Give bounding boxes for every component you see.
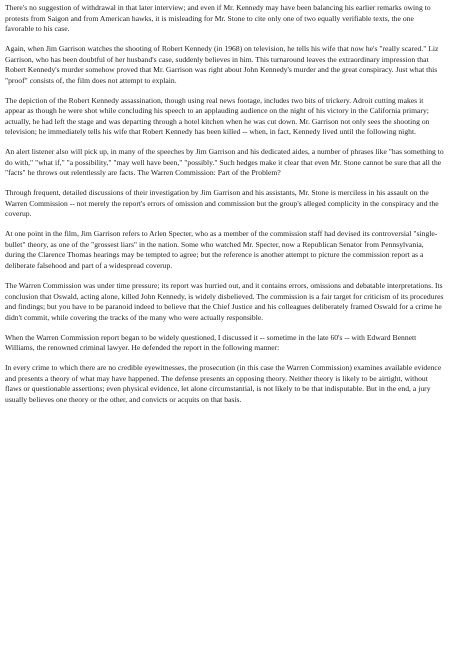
paragraph: The Warren Commission was under time pressure; its report was hurried out, and it contains errors, omissions and debatable interpretations. Its conclusion that Oswald, acting alone, killed John Kennedy, is widely disbelieved. The commission is a fair target for criticism of its procedures and findings; but you have to be paranoid indeed to believe that the Chief Justice and his colleagues deliberately framed Oswald for a crime he didn't commit, while covering the tracks of the many who were actually responsible.	[5, 281, 444, 322]
paragraph: In every crime to which there are no credible eyewitnesses, the prosecution (in this case the Warren Commission) examines available evidence and presents a theory of what may have happened. The defense presents an opposing theory. Neither theory is likely to be airtight, without flaws or questionable assertions; even physical evidence, let alone circumstantial, is not likely to be that indisputable. But in the end, a jury usually believes one theory or the other, and convicts or acquits on that basis.	[5, 363, 442, 404]
paragraph: Through frequent, detailed discussions of their investigation by Jim Garrison and his assistants, Mr. Stone is merciless in his assault on the Warren Commission -- not merely the report's errors of omission and commission but the group's alleged complicity in the conspiracy and the coverup.	[5, 188, 439, 219]
paragraph: An alert listener also will pick up, in many of the speeches by Jim Garrison and his dedicated aides, a number of phrases like "has something to do with," "what if," "a possibility," "may well have been," "possibly." Such hedges make it clear that even Mr. Stone cannot be sure that all the "facts" he throws out relentlessly are facts. The Warren Commission: Part of the Problem?	[5, 147, 444, 178]
paragraph: The depiction of the Robert Kennedy assassination, though using real news footage, includes two bits of trickery. Adroit cutting makes it appear as though he were shot while concluding his speech to an applauding audience on the night of his victory in the California primary; actually, he had left the stage and was departing through a hotel kitchen when he was cut down. Mr. Garrison not only sees the shooting on television; he immediately tells his wife that Robert Kennedy has been killed -- when, in fact, Kennedy lived until the following night.	[5, 95, 430, 137]
paragraph: Again, when Jim Garrison watches the shooting of Robert Kennedy (in 1968) on television, he tells his wife that now he's "really scared." Liz Garrison, who has been doubtful of her husband's case, suddenly believes in him. This turnaround leaves the extraordinary impression that Robert Kennedy's murder somehow proved that Mr. Garrison was right about John Kennedy's murder and the great conspiracy. Just what this "proof" consists of, the film does not attempt to explain.	[5, 44, 439, 85]
paragraph: At one point in the film, Jim Garrison refers to Arlen Specter, who as a member of the commission staff had devised its controversial "single-bullet" theory, as one of the "grossest liars" in the nation. Some who watched Mr. Specter, now a Republican Senator from Pennsylvania, during the Clarence Thomas hearings may be tempted to agree; but the reference is another attempt to picture the commission report as a deliberate falsehood and part of a widespread coverup.	[5, 229, 438, 270]
paragraph: When the Warren Commission report began to be widely questioned, I discussed it -- sometime in the late 60's -- with Edward Bennett Williams, the renowned criminal lawyer. He defended the report in the following manner:	[5, 332, 417, 353]
paragraph: There's no suggestion of withdrawal in that later interview; and even if Mr. Kennedy may have been balancing his earlier remarks owing to protests from Saigon and from American hawks, it is misleading for Mr. Stone to cite only one of two equally verifiable texts, the one favorable to his case.	[5, 3, 431, 33]
